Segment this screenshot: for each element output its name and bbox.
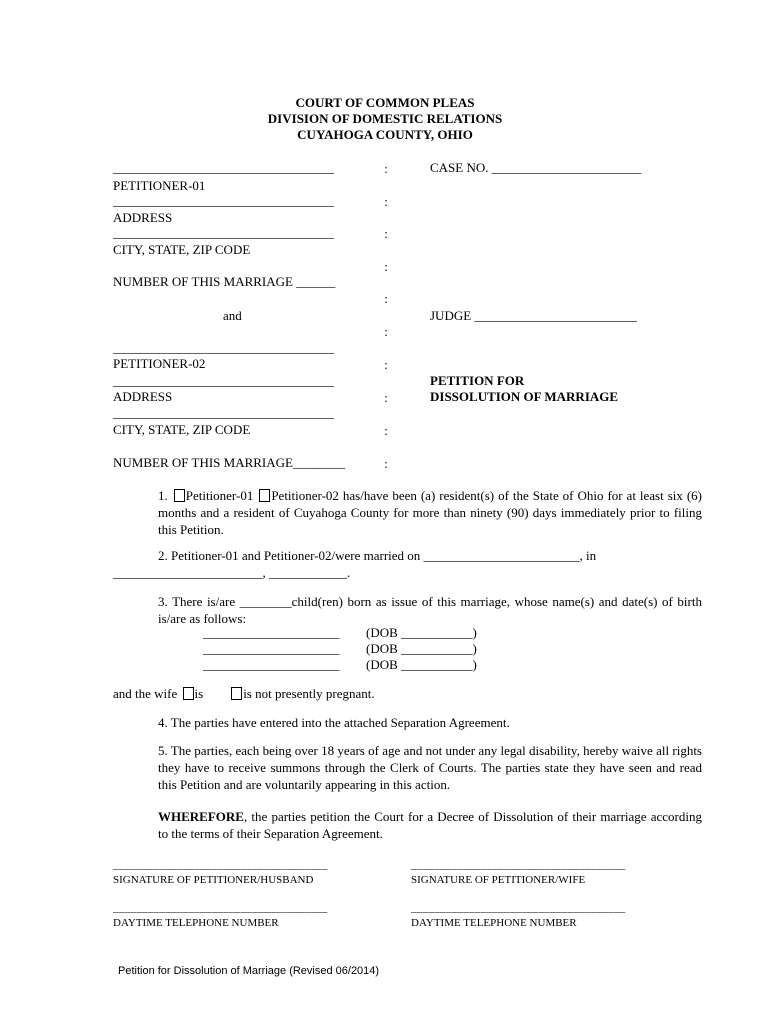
petitioner1-address-blank[interactable]: __________________________________ [113,193,334,208]
document-title-line2: DISSOLUTION OF MARRIAGE [430,389,619,404]
residency-text: Petitioner-02 has/have been (a) resident(s) of the State of Ohio for at least six (6) months and a resident of Cuyahoga County for more than ninety (90) days immediately prior to filing this Petition. [158,488,702,537]
divider-colon: : [384,324,388,339]
marriage-place-line[interactable]: _______________________, ____________. [113,565,351,580]
court-name: COURT OF COMMON PLEAS [295,95,475,110]
pregnant-is-not-label: is not presently pregnant. [243,686,375,701]
divider-colon: : [384,423,388,438]
husband-phone-line[interactable]: _____________________________________ [113,902,328,914]
husband-signature-label: SIGNATURE OF PETITIONER/HUSBAND [113,874,314,886]
paragraph-children: 3. There is/are ________child(ren) born as issue of this marriage, whose name(s) and date(s) of birth is/are as follows: [158,594,702,626]
document-title-line1: PETITION FOR [430,373,525,388]
pregnant-is-label: is [194,686,204,701]
child-name-blank[interactable]: _____________________ [203,625,340,640]
petitioner1-name-blank[interactable]: __________________________________ [113,160,334,175]
paragraph-separation-agreement: 4. The parties have entered into the attached Separation Agreement. [158,715,510,730]
petitioner1-city-blank[interactable]: __________________________________ [113,225,334,240]
petitioner2-city-blank[interactable]: __________________________________ [113,405,334,420]
pregnant-is-not-checkbox[interactable] [231,687,242,700]
judge-field[interactable]: JUDGE _________________________ [430,308,637,323]
marriage1-field[interactable]: NUMBER OF THIS MARRIAGE ______ [113,274,336,289]
husband-signature-line[interactable]: _____________________________________ [113,859,328,871]
child-dob-field[interactable]: (DOB ___________) [366,625,477,640]
divider-colon: : [384,390,388,405]
divider-colon: : [384,226,388,241]
petitioner1-option-label: Petitioner-01 [185,488,258,503]
address2-label: ADDRESS [113,389,173,404]
divider-colon: : [384,194,388,209]
divider-colon: : [384,161,388,176]
paragraph-wherefore [113,808,702,842]
case-number-field[interactable]: CASE NO. _______________________ [430,160,642,175]
and-label: and [223,308,242,323]
wherefore-keyword: WHEREFORE [158,809,244,824]
husband-phone-label: DAYTIME TELEPHONE NUMBER [113,917,279,929]
paragraph-number: 1. [158,488,172,503]
county-name: CUYAHOGA COUNTY, OHIO [297,127,473,142]
wife-phone-line[interactable]: _____________________________________ [411,902,626,914]
petitioner1-label: PETITIONER-01 [113,178,206,193]
petitioner2-label: PETITIONER-02 [113,356,206,371]
wife-signature-line[interactable]: _____________________________________ [411,859,626,871]
address1-label: ADDRESS [113,210,173,225]
pregnant-is-checkbox[interactable] [183,687,194,700]
pregnancy-line [113,686,375,702]
child-dob-field[interactable]: (DOB ___________) [366,641,477,656]
form-footer: Petition for Dissolution of Marriage (Revised 06/2014) [118,965,380,977]
marriage-date-line[interactable]: 2. Petitioner-01 and Petitioner-02/were married on ________________________, in [158,548,597,563]
child-dob-field[interactable]: (DOB ___________) [366,657,477,672]
petitioner2-name-blank[interactable]: __________________________________ [113,340,334,355]
petitioner1-checkbox[interactable] [174,489,185,502]
division-name: DIVISION OF DOMESTIC RELATIONS [267,111,503,126]
divider-colon: : [384,291,388,306]
petitioner2-address-blank[interactable]: __________________________________ [113,373,334,388]
city1-label: CITY, STATE, ZIP CODE [113,242,251,257]
wife-phone-label: DAYTIME TELEPHONE NUMBER [411,917,577,929]
divider-colon: : [384,357,388,372]
marriage2-field[interactable]: NUMBER OF THIS MARRIAGE________ [113,455,345,470]
paragraph-waiver: 5. The parties, each being over 18 years of age and not under any legal disability, hereby waive all rights they have to receive summons through the Clerk of Courts. The parties state they have seen and read this Petition and are voluntarily appearing in this action. [158,743,702,792]
city2-label: CITY, STATE, ZIP CODE [113,422,251,437]
child-name-blank[interactable]: _____________________ [203,641,340,656]
divider-colon: : [384,456,388,471]
paragraph-residency [113,487,702,538]
wherefore-text: , the parties petition the Court for a Decree of Dissolution of their marriage according to the terms of their Separation Agreement. [158,809,702,841]
wife-signature-label: SIGNATURE OF PETITIONER/WIFE [411,874,586,886]
pregnancy-lead: and the wife [113,686,181,701]
divider-colon: : [384,259,388,274]
petitioner2-checkbox[interactable] [259,489,270,502]
child-name-blank[interactable]: _____________________ [203,657,340,672]
